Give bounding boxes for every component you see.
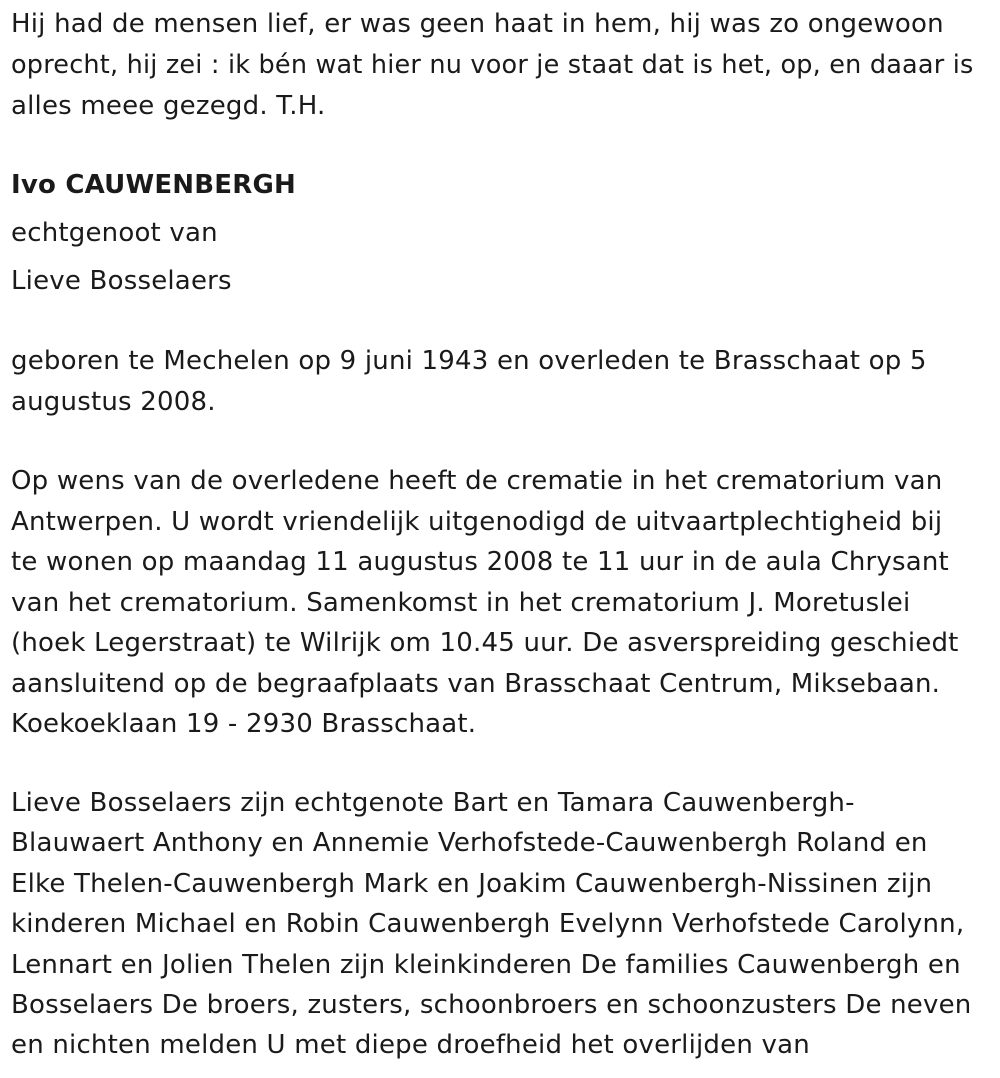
deceased-name: Ivo CAUWENBERGH <box>11 170 296 200</box>
family-line-3: Elke Thelen-Cauwenbergh Mark en Joakim Cauwenbergh-Nissinen zijn <box>11 869 933 899</box>
ceremony-line-5: (hoek Legerstraat) te Wilrijk om 10.45 uur. De asverspreiding geschiedt <box>11 628 959 658</box>
ceremony-line-4: van het crematorium. Samenkomst in het crematorium J. Moretuslei <box>11 588 911 618</box>
birth-death-line-2: augustus 2008. <box>11 387 216 417</box>
quote-line-1: Hij had de mensen lief, er was geen haat in hem, hij was zo ongewoon <box>11 9 944 39</box>
family-line-1: Lieve Bosselaers zijn echtgenote Bart en Tamara Cauwenbergh- <box>11 788 855 818</box>
family-line-2: Blauwaert Anthony en Annemie Verhofstede-Cauwenbergh Roland en <box>11 828 928 858</box>
family-line-6: Bosselaers De broers, zusters, schoonbroers en schoonzusters De neven <box>11 990 972 1020</box>
family-line-5: Lennart en Jolien Thelen zijn kleinkinderen De families Cauwenbergh en <box>11 950 961 980</box>
ceremony-line-7: Koekoeklaan 19 - 2930 Brasschaat. <box>11 709 477 739</box>
quote-line-2: oprecht, hij zei : ik bén wat hier nu voor je staat dat is het, op, en daaar is <box>11 50 974 80</box>
ceremony-line-1: Op wens van de overledene heeft de crematie in het crematorium van <box>11 466 943 496</box>
relation-text: echtgenoot van <box>11 218 218 248</box>
ceremony-line-6: aansluitend op de begraafplaats van Brasschaat Centrum, Miksebaan. <box>11 669 941 699</box>
ceremony-line-3: te wonen op maandag 11 augustus 2008 te 11 uur in de aula Chrysant <box>11 547 949 577</box>
quote-line-3: alles meee gezegd. T.H. <box>11 91 326 121</box>
spouse-name: Lieve Bosselaers <box>11 266 232 296</box>
family-line-7: en nichten melden U met diepe droefheid het overlijden van <box>11 1030 810 1060</box>
ceremony-line-2: Antwerpen. U wordt vriendelijk uitgenodigd de uitvaartplechtigheid bij <box>11 507 943 537</box>
birth-death-line-1: geboren te Mechelen op 9 juni 1943 en overleden te Brasschaat op 5 <box>11 346 927 376</box>
family-line-4: kinderen Michael en Robin Cauwenbergh Evelynn Verhofstede Carolynn, <box>11 909 965 939</box>
